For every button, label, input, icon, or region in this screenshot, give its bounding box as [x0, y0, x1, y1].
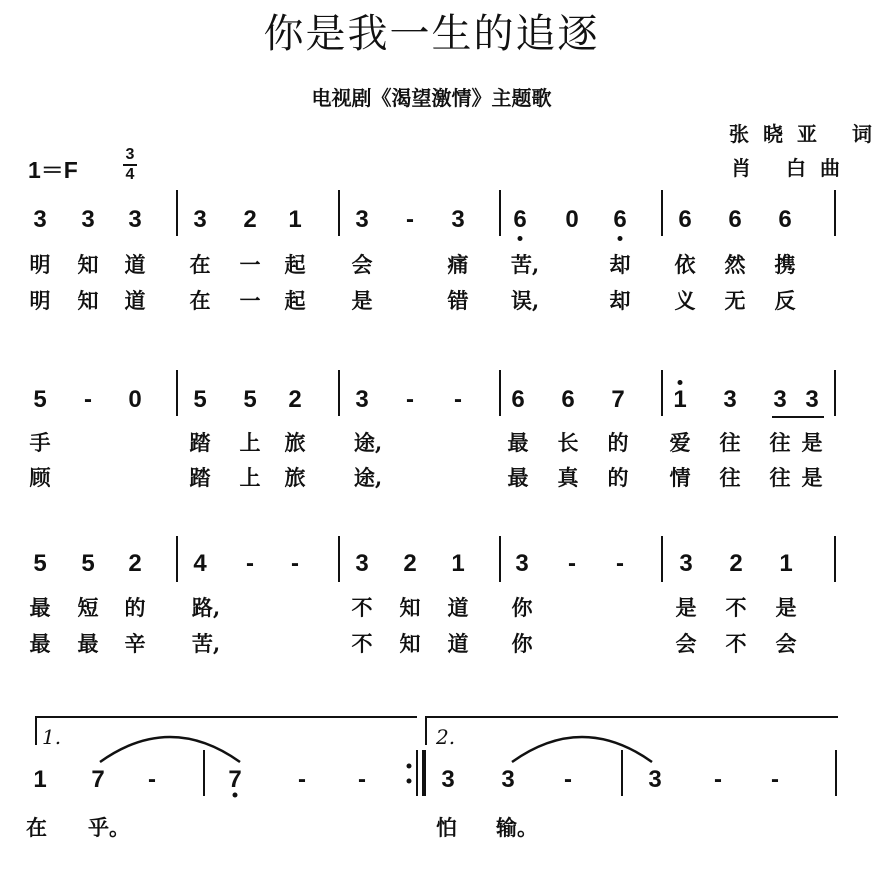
dash: - [246, 550, 254, 577]
rest: 0 [565, 206, 579, 233]
lyric-v1: 道 [124, 252, 146, 277]
lyric-v1: 携 [774, 252, 796, 277]
lyric-v2: 错 [447, 288, 469, 313]
note: 3 [81, 206, 95, 233]
lyric: 乎。 [88, 815, 130, 840]
note: 3 [355, 386, 369, 413]
lyric-v2: 误, [510, 288, 540, 313]
lyric-v1: 不 [725, 595, 747, 620]
lyric-v1: 一 [239, 252, 261, 277]
lyric-v1: 苦, [510, 252, 540, 277]
lyric-v1: 往 [719, 430, 741, 455]
volta-label-2: 2. [436, 725, 456, 749]
lyric-v2: 不 [351, 631, 373, 656]
lyric-v1: 爱 [669, 430, 691, 455]
lyric-v1: 短 [77, 595, 99, 620]
note: 3 [441, 766, 455, 793]
lyric-v1: 上 [239, 430, 261, 455]
note: 2 [243, 206, 257, 233]
note: 3 [451, 206, 465, 233]
note: 3 [501, 766, 515, 793]
lyric-v2: 道 [447, 631, 469, 656]
note: 6 [728, 206, 742, 233]
lyric-v2: 情 [669, 465, 691, 490]
note: 3 [773, 386, 787, 413]
lyric-v2: 往 [719, 465, 741, 490]
note: 6 [511, 386, 525, 413]
lyric-v1: 是 [775, 595, 797, 620]
lyric-v2: 起 [284, 288, 306, 313]
lyric-v2: 不 [725, 631, 747, 656]
time-signature-numerator: 3 [125, 146, 135, 163]
note: 3 [355, 550, 369, 577]
volta-bracket-1 [36, 717, 417, 745]
lyric-v2: 往 [769, 465, 791, 490]
note: 7 [228, 766, 242, 793]
note: 5 [81, 550, 95, 577]
lyric-v1: 长 [557, 430, 579, 455]
lyric-v2: 一 [239, 288, 261, 313]
lyric-v1: 最 [29, 595, 51, 620]
key-signature: 1＝F [28, 157, 78, 183]
rest: 0 [128, 386, 142, 413]
lyric-v2: 知 [77, 288, 99, 313]
lyric-v1: 明 [29, 252, 51, 277]
lyric-v2: 在 [189, 288, 211, 313]
lyric-v1: 知 [399, 595, 421, 620]
dash: - [616, 550, 624, 577]
note: 3 [679, 550, 693, 577]
note: 6 [513, 206, 527, 233]
song-title: 你是我一生的追逐 [263, 11, 600, 57]
lyric-v1: 痛 [447, 252, 469, 277]
lyric-v2: 的 [607, 465, 629, 490]
low-octave-dot [233, 793, 238, 798]
lyric-v2: 无 [724, 288, 746, 313]
lyricist-credit: 张晓亚 词 [729, 122, 886, 146]
lyric-v2: 上 [239, 465, 261, 490]
lyric-v2: 旅 [284, 465, 306, 490]
note: 2 [729, 550, 743, 577]
lyric-v2: 却 [609, 288, 631, 313]
note: 3 [355, 206, 369, 233]
lyric: 怕 [436, 815, 457, 840]
lyric-v2: 最 [507, 465, 529, 490]
lyric-v2: 途, [353, 465, 383, 490]
lyric-v1: 往 [769, 430, 791, 455]
lyric-v1: 的 [607, 430, 629, 455]
volta-bracket-2 [426, 717, 838, 745]
note: 6 [678, 206, 692, 233]
dash: - [298, 766, 306, 793]
note: 5 [193, 386, 207, 413]
note: 3 [128, 206, 142, 233]
dash: - [358, 766, 366, 793]
lyric-v1: 路, [191, 595, 221, 620]
volta-label-1: 1. [42, 725, 62, 749]
note: 6 [613, 206, 627, 233]
note: 1 [451, 550, 465, 577]
lyric-v1: 踏 [189, 430, 211, 455]
note: 2 [403, 550, 417, 577]
song-subtitle: 电视剧《渴望激情》主题歌 [311, 86, 552, 110]
note: 3 [723, 386, 737, 413]
repeat-dot [407, 764, 412, 769]
lyric-v2: 你 [511, 631, 533, 656]
note: 7 [91, 766, 105, 793]
lyric-v2: 是 [801, 465, 823, 490]
tie-slur [512, 737, 652, 762]
tie-slur [100, 737, 240, 762]
dash: - [568, 550, 576, 577]
note: 1 [288, 206, 302, 233]
dash: - [84, 386, 92, 413]
lyric-v2: 知 [399, 631, 421, 656]
repeat-dot [407, 779, 412, 784]
note: 3 [193, 206, 207, 233]
note: 1 [779, 550, 793, 577]
note: 4 [193, 550, 207, 577]
lyric-v1: 道 [447, 595, 469, 620]
lyric-v1: 的 [124, 595, 146, 620]
lyric-v2: 最 [77, 631, 99, 656]
note: 5 [243, 386, 257, 413]
lyric-v2: 顾 [29, 465, 51, 490]
lyric-v1: 在 [189, 252, 211, 277]
note: 3 [33, 206, 47, 233]
dash: - [771, 766, 779, 793]
lyric-v1: 手 [29, 430, 51, 455]
lyric-v2: 反 [774, 288, 796, 313]
lyric-v2: 明 [29, 288, 51, 313]
lyric-v1: 却 [609, 252, 631, 277]
note: 1 [33, 766, 47, 793]
lyric-v1: 然 [724, 252, 746, 277]
lyric-v1: 旅 [284, 430, 306, 455]
lyric-v2: 最 [29, 631, 51, 656]
note: 6 [561, 386, 575, 413]
lyric-v2: 踏 [189, 465, 211, 490]
lyric-v1: 是 [801, 430, 823, 455]
lyric-v2: 会 [775, 631, 797, 656]
note: 2 [288, 386, 302, 413]
lyric-v1: 会 [351, 252, 373, 277]
note: 3 [515, 550, 529, 577]
lyric-v1: 依 [674, 252, 696, 277]
lyric-v1: 最 [507, 430, 529, 455]
note: 5 [33, 550, 47, 577]
lyric-v2: 真 [557, 465, 579, 490]
note: 2 [128, 550, 142, 577]
lyric-v1: 是 [675, 595, 697, 620]
lyric-v2: 道 [124, 288, 146, 313]
lyric-v2: 是 [351, 288, 373, 313]
dash: - [454, 386, 462, 413]
note: 1 [673, 386, 687, 413]
lyric-v1: 你 [511, 595, 533, 620]
dash: - [406, 206, 414, 233]
dash: - [714, 766, 722, 793]
lyric: 在 [26, 815, 47, 840]
lyric-v1: 知 [77, 252, 99, 277]
note: 7 [611, 386, 625, 413]
note: 6 [778, 206, 792, 233]
lyric-v2: 苦, [191, 631, 221, 656]
note: 5 [33, 386, 47, 413]
composer-credit: 肖 白曲 [731, 156, 854, 180]
dash: - [564, 766, 572, 793]
lyric-v1: 不 [351, 595, 373, 620]
eighth-beam [772, 416, 824, 418]
lyric-v2: 辛 [124, 631, 146, 656]
dash: - [148, 766, 156, 793]
lyric-v1: 起 [284, 252, 306, 277]
lyric-v2: 会 [675, 631, 697, 656]
time-signature-denominator: 4 [125, 166, 135, 183]
note: 3 [648, 766, 662, 793]
lyric: 输。 [496, 815, 538, 840]
lyric-v1: 途, [353, 430, 383, 455]
dash: - [406, 386, 414, 413]
note: 3 [805, 386, 819, 413]
dash: - [291, 550, 299, 577]
lyric-v2: 义 [674, 288, 696, 313]
